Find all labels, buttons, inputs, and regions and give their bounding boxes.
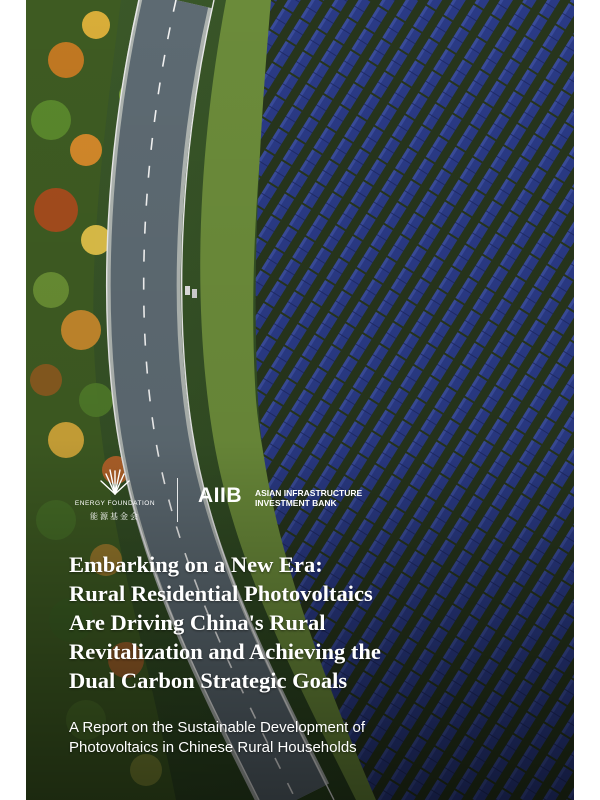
aiib-logo-mark: AIIB bbox=[198, 484, 242, 507]
aiib-name-line-2: INVESTMENT BANK bbox=[255, 498, 337, 508]
report-subtitle bbox=[69, 718, 559, 758]
energy-foundation-name-cn: 能源基金会 bbox=[90, 512, 140, 521]
energy-foundation-logo bbox=[70, 468, 160, 528]
subtitle-line: A Report on the Sustainable Development of bbox=[69, 719, 366, 736]
partner-logos bbox=[26, 460, 574, 540]
report-title bbox=[69, 550, 559, 695]
title-line: Revitalization and Achieving the bbox=[69, 639, 381, 664]
title-line: Embarking on a New Era: bbox=[69, 552, 323, 577]
title-line: Rural Residential Photovoltaics bbox=[69, 581, 373, 606]
subtitle-line: Photovoltaics in Chinese Rural Households bbox=[69, 739, 357, 756]
title-line: Dual Carbon Strategic Goals bbox=[69, 668, 348, 693]
aiib-name bbox=[255, 488, 362, 508]
report-cover bbox=[26, 0, 574, 800]
aiib-name-line-1: ASIAN INFRASTRUCTURE bbox=[255, 488, 363, 498]
energy-foundation-name-en: ENERGY FOUNDATION bbox=[74, 500, 156, 507]
logo-divider bbox=[177, 478, 178, 522]
title-line: Are Driving China's Rural bbox=[69, 610, 326, 635]
sunburst-icon bbox=[100, 468, 130, 496]
